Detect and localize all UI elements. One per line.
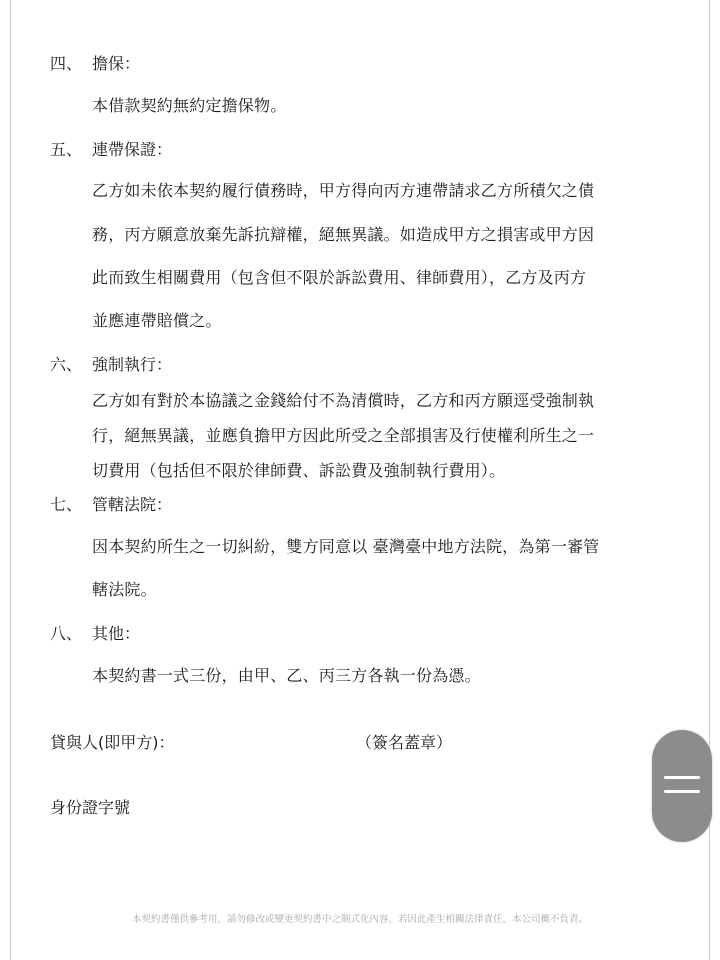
page-left-border	[10, 0, 11, 960]
scroll-handle[interactable]	[652, 730, 712, 842]
section-number: 四、	[50, 54, 83, 73]
section-5-line-3: 此而致生相關費用（包含但不限於訴訟費用、律師費用），乙方及丙方	[92, 268, 587, 287]
section-title: 其他：	[92, 624, 141, 643]
section-6-line-3: 切費用（包括但不限於律師費、訴訟費及強制執行費用）。	[92, 461, 506, 480]
section-4-line-1: 本借款契約無約定擔保物。	[92, 96, 287, 115]
section-6-line-1: 乙方如有對於本協議之金錢給付不為清償時，乙方和丙方願逕受強制執	[92, 391, 595, 410]
section-7-line-2: 轄法院。	[92, 580, 157, 599]
section-title: 強制執行：	[92, 355, 173, 374]
handle-line-bottom	[664, 790, 700, 793]
handle-line-top	[664, 776, 700, 779]
section-number: 八、	[50, 624, 83, 643]
section-5-line-4: 並應連帶賠償之。	[92, 311, 222, 330]
seal-label: （簽名蓋章）	[356, 733, 453, 752]
section-6-line-2: 行，絕無異議，並應負擔甲方因此所受之全部損害及行使權利所生之一	[92, 426, 595, 445]
section-title: 管轄法院：	[92, 495, 173, 514]
section-5-line-1: 乙方如未依本契約履行債務時，甲方得向丙方連帶請求乙方所積欠之債	[92, 181, 595, 200]
section-title: 擔保：	[92, 54, 141, 73]
section-number: 六、	[50, 355, 83, 374]
section-title: 連帶保證：	[92, 140, 173, 159]
lender-label: 貸與人(即甲方)：	[50, 733, 175, 752]
footer-disclaimer: 本契約書僅供參考用，請勿修改或變更契約書中之制式化內容，若因此產生相關法律責任，本公司概不負責。	[131, 914, 588, 925]
section-8-line-1: 本契約書一式三份，由甲、乙、丙三方各執一份為憑。	[92, 666, 481, 685]
section-7-line-1: 因本契約所生之一切糾紛，雙方同意以 臺灣臺中地方法院，為第一審管	[92, 537, 600, 556]
section-5-line-2: 務，丙方願意放棄先訴抗辯權，絕無異議。如造成甲方之損害或甲方因	[92, 225, 595, 244]
section-number: 七、	[50, 495, 83, 514]
section-number: 五、	[50, 140, 83, 159]
id-number-label: 身份證字號	[50, 798, 131, 817]
